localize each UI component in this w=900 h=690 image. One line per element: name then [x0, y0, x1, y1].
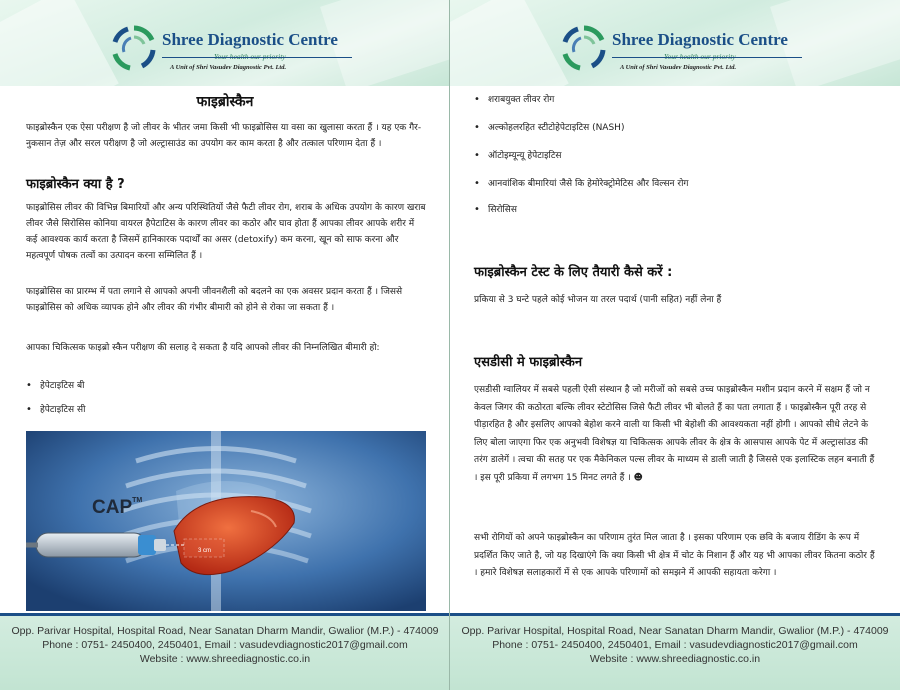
footer-website: Website : www.shreediagnostic.co.in: [589, 653, 761, 665]
header: [450, 0, 900, 86]
brand-logo: [108, 24, 348, 78]
right-page: [450, 0, 900, 690]
liver-probe-image: [26, 431, 426, 611]
brand-logo: [558, 24, 798, 78]
footer-address: Opp. Parivar Hospital, Hospital Road, Near Sanatan Dharm Mandir, Gwalior (M.P.) - 474009: [461, 625, 889, 637]
right-content: [450, 86, 900, 613]
brand-name: Shree Diagnostic Centre: [612, 30, 788, 49]
footer-website: Website : www.shreediagnostic.co.in: [139, 653, 311, 665]
list-item: • अल्कोहलरहित स्टीटोहेपेटाइटिस (NASH): [474, 122, 625, 133]
list-item: • आनवांशिक बीमारियां जैसे कि हेमोरेक्ट्रोमेटिस और विल्सन रोग: [474, 178, 689, 189]
fibroscan-illustration: [26, 431, 426, 611]
footer-address: Opp. Parivar Hospital, Hospital Road, Near Sanatan Dharm Mandir, Gwalior (M.P.) - 474009: [11, 625, 439, 637]
list-item: • हेपेटाइटिस बी: [26, 380, 85, 391]
prep-text: प्रकिया से 3 घन्टे पहले कोई भोजन या तरल पदार्थ (पानी सहित) नहीं लेना हैं: [474, 295, 722, 305]
footer: [450, 613, 900, 690]
list-item: • सिरोसिस: [474, 204, 517, 215]
paragraph-3: आपका चिकित्सक फाइब्रो स्कैन परीक्षण की सलाह दे सकता है यदि आपको लीवर की निम्नलिखित बीमारी हो:: [26, 343, 380, 353]
brand-subtitle: A Unit of Shri Vasudev Diagnostic Pvt. Ltd.: [620, 64, 737, 71]
footer-phone: Phone : 0751- 2450400, 2450401, Email : vasudevdiagnostic2017@gmail.com: [492, 639, 858, 651]
section-heading: फाइब्रोस्कैन क्या है ?: [26, 177, 125, 192]
list-item: • शराबयुक्त लीवर रोग: [474, 94, 555, 105]
list-item: • हेपेटाइटिस सी: [26, 404, 86, 415]
depth-label: 3 cm: [198, 548, 212, 554]
sdc-heading: एसडीसी मे फाइब्रोस्कैन: [474, 355, 583, 370]
header: [0, 0, 450, 86]
footer: [0, 613, 450, 690]
intro-paragraph: फाइब्रोस्कैन एक ऐसा परीक्षण है जो लीवर के भीतर जमा किसी भी फाइब्रोसिस या वसा का खुलासा करता हैं । यह एक गैर-नुकसान तेज़ और सरल परीक्षण है जो अल्ट्रासाउंड का उपयोग कर काम करता है और तत्काल परिणाम देता हैं ।: [26, 123, 422, 149]
prep-heading: फाइब्रोस्कैन टेस्ट के लिए तैयारी कैसे करें :: [474, 265, 673, 280]
cap-label: CAP™: [92, 497, 143, 518]
list-item: • ऑटोइम्यून्यू हेपेटाइटिस: [474, 150, 562, 161]
paragraph-2: फाइब्रोसिस का प्रारम्भ में पता लगाने से आपको अपनी जीवनशैली को बदलने का एक अवसर प्रदान करता हैं । जिससे फाइब्रोसिस को अधिक व्यापक होने और लीवर की गंभीर बीमारी को होने से रोका जा सकता हैं ।: [26, 287, 403, 313]
brand-subtitle: A Unit of Shri Vasudev Diagnostic Pvt. Ltd.: [170, 64, 287, 71]
left-content: [0, 86, 450, 613]
sdc-paragraph-2: सभी रोगियों को अपने फाइब्रोस्कैन का परिणाम तुरंत मिल जाता है । इसका परिणाम एक छवि के बजाय रीडिंग के रूप में प्रदर्शित किए जाते है, जो यह दिखाएंगे कि क्या किसी भी क्षेत्र में चोट के निशान हैं और यह भी आपका लीवर कितना कठोर हैं । हमारे विशेषज्ञ सलाहकारों में से एक आपके परिणामों को समझने में आपकी सहायता करेगा ।: [474, 533, 875, 578]
logo-swirl-icon: [108, 24, 160, 74]
footer-phone: Phone : 0751- 2450400, 2450401, Email : vasudevdiagnostic2017@gmail.com: [42, 639, 408, 651]
sdc-paragraph-1: एसडीसी ग्वालियर में सबसे पहली ऐसी संस्थान है जो मरीजों को सबसे उच्च फाइब्रोस्कैन मशीन प्रदान करने में सक्षम हैं जो न केवल जिगर की कठोरता बल्कि लीवर स्टेटोसिस जिसे फैटी लीवर भी बोलते हैं का पता लगाता हैं । फाइब्रोस्कैन पूरी तरह से पीड़ारहित है और इसलिए आपको बेहोश करने वाली या किसी भी बेहोशी की आवश्यकता नहीं होगी । आपको सीधे लेटने के लिए बोला जाएगा फिर एक अनुभवी विशेषज्ञ या चिकित्सक आपके लीवर के क्षेत्र के आसपास आपके पेट में अल्ट्रासांउड की तरंग डालेगें । त्वचा की सतह पर एक मैकेनिकल पल्स लीवर के माध्यम से डाली जाती है जिससे एक इलास्टिक लहन बनाती हैं । इस पूरी प्रकिया में लगभग 15 मिनट लगते हैं । ☻: [474, 385, 875, 483]
page-title: फाइब्रोस्कैन: [196, 94, 254, 110]
paragraph-1: फाइब्रोसिस लीवर की विभिन्न बिमारियों और अन्य परिस्थितियों जैसे फैटी लीवर रोग, शराब के अधिक उपयोग के कारण खराब लीवर जैसे सिरोसिस कोनिया वायरल हैपेटाटिस के कारण लीवर का कठोर और घाव होता हैं आपका लीवर आपके शरीर में कई आवश्यक कार्य करता है जिसमें हानिकारक पदार्थों का असर (detoxify) कम करना, खून को साफ करना और महत्वपूर्ण पोषक तत्वों का उत्पादन करना सम्मिलित हैं ।: [26, 203, 426, 261]
logo-swirl-icon: [558, 24, 610, 74]
brand-name: Shree Diagnostic Centre: [162, 30, 338, 49]
